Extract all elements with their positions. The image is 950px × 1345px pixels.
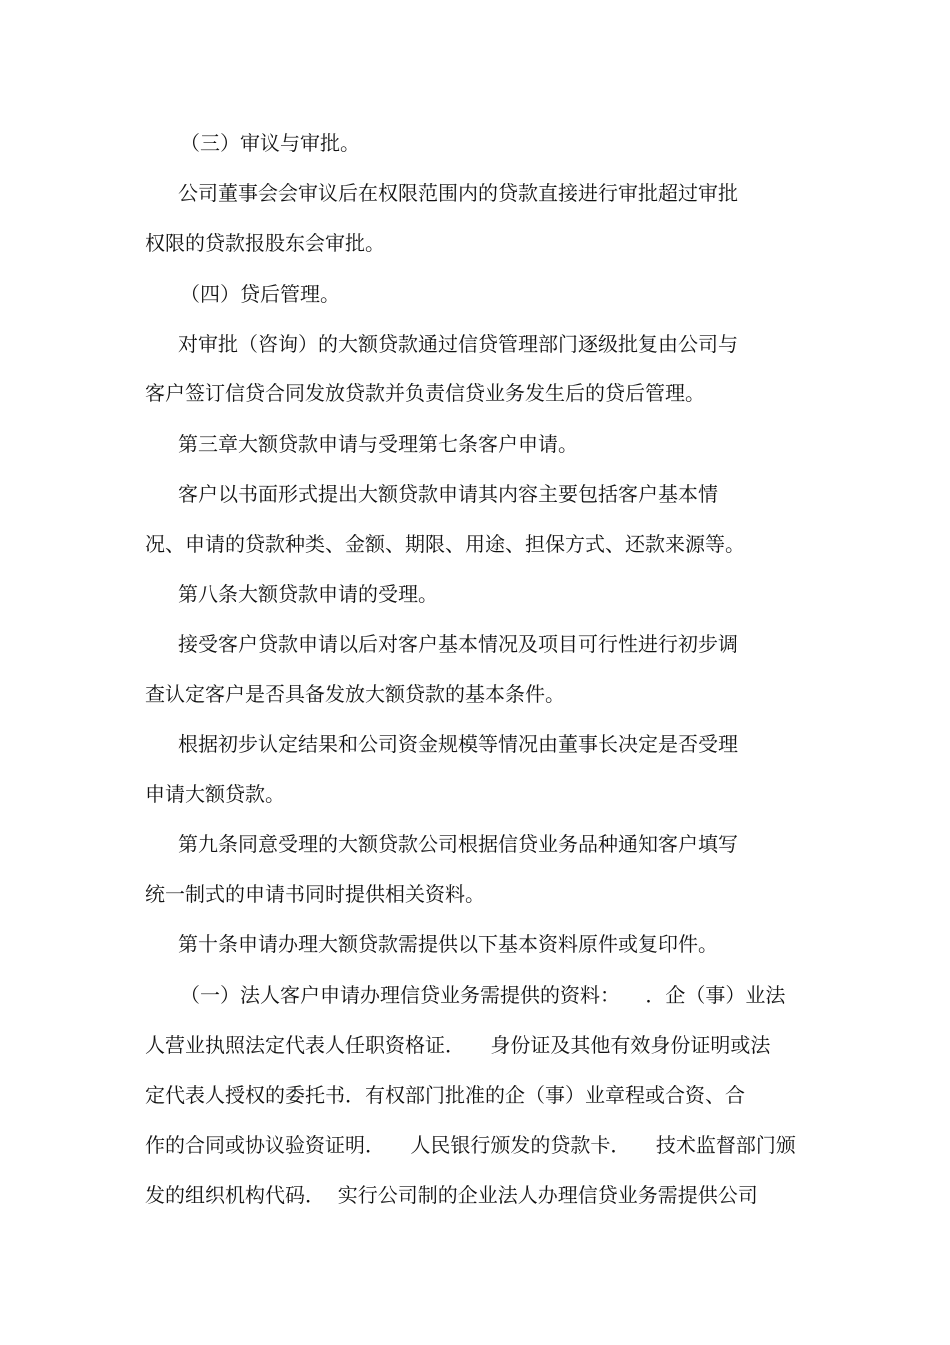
text-line: 发的组织机构代码． 实行公司制的企业法人办理信贷业务需提供公司 [145, 1183, 758, 1207]
text-line: 况、申请的贷款种类、金额、期限、用途、担保方式、还款来源等。 [145, 532, 745, 556]
text-line: 第三章大额贷款申请与受理第七条客户申请。 [178, 432, 578, 456]
text-line: 接受客户贷款申请以后对客户基本情况及项目可行性进行初步调 [178, 632, 738, 656]
text-line: 作的合同或协议验资证明． 人民银行颁发的贷款卡． 技术监督部门颁 [145, 1133, 796, 1157]
text-line: 统一制式的申请书同时提供相关资料。 [145, 882, 485, 906]
text-line: 公司董事会会审议后在权限范围内的贷款直接进行审批超过审批 [178, 181, 738, 205]
text-line: 根据初步认定结果和公司资金规模等情况由董事长决定是否受理 [178, 732, 738, 756]
text-line: （一）法人客户申请办理信贷业务需提供的资料： ．企（事）业法 [180, 983, 786, 1007]
text-line: 定代表人授权的委托书．有权部门批准的企（事）业章程或合资、合 [145, 1083, 745, 1107]
text-line: 权限的贷款报股东会审批。 [145, 231, 385, 255]
text-line: （三）审议与审批。 [180, 131, 360, 155]
text-line: 对审批（咨询）的大额贷款通过信贷管理部门逐级批复由公司与 [178, 332, 738, 356]
text-line: 客户签订信贷合同发放贷款并负责信贷业务发生后的贷后管理。 [145, 381, 705, 405]
text-line: （四）贷后管理。 [180, 282, 340, 306]
text-line: 第九条同意受理的大额贷款公司根据信贷业务品种通知客户填写 [178, 832, 738, 856]
text-line: 客户以书面形式提出大额贷款申请其内容主要包括客户基本情 [178, 482, 718, 506]
text-line: 第十条申请办理大额贷款需提供以下基本资料原件或复印件。 [178, 932, 718, 956]
text-line: 第八条大额贷款申请的受理。 [178, 582, 438, 606]
text-line: 人营业执照法定代表人任职资格证． 身份证及其他有效身份证明或法 [145, 1033, 771, 1057]
text-line: 申请大额贷款。 [145, 782, 285, 806]
text-line: 查认定客户是否具备发放大额贷款的基本条件。 [145, 682, 565, 706]
